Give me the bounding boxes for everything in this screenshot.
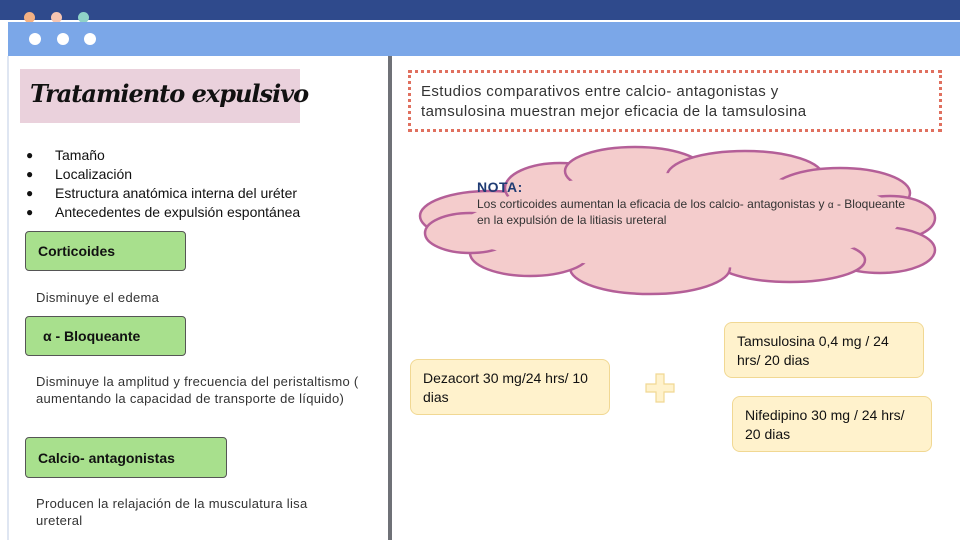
- bullet-dot-icon: ●: [26, 167, 34, 181]
- header-dot-2: [57, 33, 69, 45]
- dezacort-dose-box: [410, 359, 610, 415]
- note-title: NOTA:: [477, 179, 523, 195]
- corticoides-description: Disminuye el edema: [36, 290, 160, 305]
- alpha-blocker-label: α - Bloqueante: [43, 328, 141, 344]
- factor-list: [24, 146, 300, 222]
- list-item: ● Estructura anatómica interna del uréter: [26, 185, 298, 201]
- header-bar: [8, 22, 960, 56]
- calcium-antagonist-label: Calcio- antagonistas: [38, 449, 175, 466]
- list-item: ● Localización: [26, 166, 133, 182]
- plus-icon: [644, 372, 676, 404]
- bullet-dot-icon: ●: [26, 148, 34, 162]
- corticoides-box: [25, 231, 186, 271]
- list-item: ● Antecedentes de expulsión espontánea: [26, 204, 301, 220]
- note-text: Los corticoides aumentan la eficacia de los calcio- antagonistas y α - Bloqueante en la expulsión de la litiasis ureteral: [477, 197, 906, 227]
- title-box: [20, 69, 309, 123]
- corticoides-label: Corticoides: [38, 243, 116, 259]
- dezacort-dose: Dezacort 30 mg/24 hrs/ 10 dias: [423, 370, 588, 405]
- calcium-antagonist-description: Producen la relajación de la musculatura lisa ureteral: [36, 496, 308, 528]
- header-dot-1: [29, 33, 41, 45]
- bullet-dot-icon: ●: [26, 205, 34, 219]
- alpha-blocker-box: [25, 316, 186, 356]
- calcium-antagonist-box: [25, 437, 227, 478]
- top-bar: [0, 0, 960, 20]
- alpha-symbol: α: [827, 200, 834, 211]
- study-box: [408, 70, 942, 132]
- list-item: ● Tamaño: [26, 147, 105, 163]
- nifedipino-dose: Nifedipino 30 mg / 24 hrs/ 20 dias: [745, 407, 905, 442]
- column-divider: [388, 56, 392, 540]
- alpha-blocker-description: Disminuye la amplitud y frecuencia del peristaltismo ( aumentando la capacidad de transporte de líquido): [36, 374, 359, 406]
- study-text: Estudios comparativos entre calcio- antagonistas y tamsulosina muestran mejor eficacia de la tamsulosina: [421, 83, 807, 120]
- nifedipino-dose-box: [732, 396, 932, 452]
- tamsulosina-dose: Tamsulosina 0,4 mg / 24 hrs/ 20 dias: [737, 333, 889, 368]
- header-dot-3: [84, 33, 96, 45]
- frame-left-edge: [7, 56, 9, 540]
- tamsulosina-dose-box: [724, 322, 924, 378]
- page-title: Tratamiento expulsivo: [30, 79, 309, 108]
- bullet-dot-icon: ●: [26, 186, 34, 200]
